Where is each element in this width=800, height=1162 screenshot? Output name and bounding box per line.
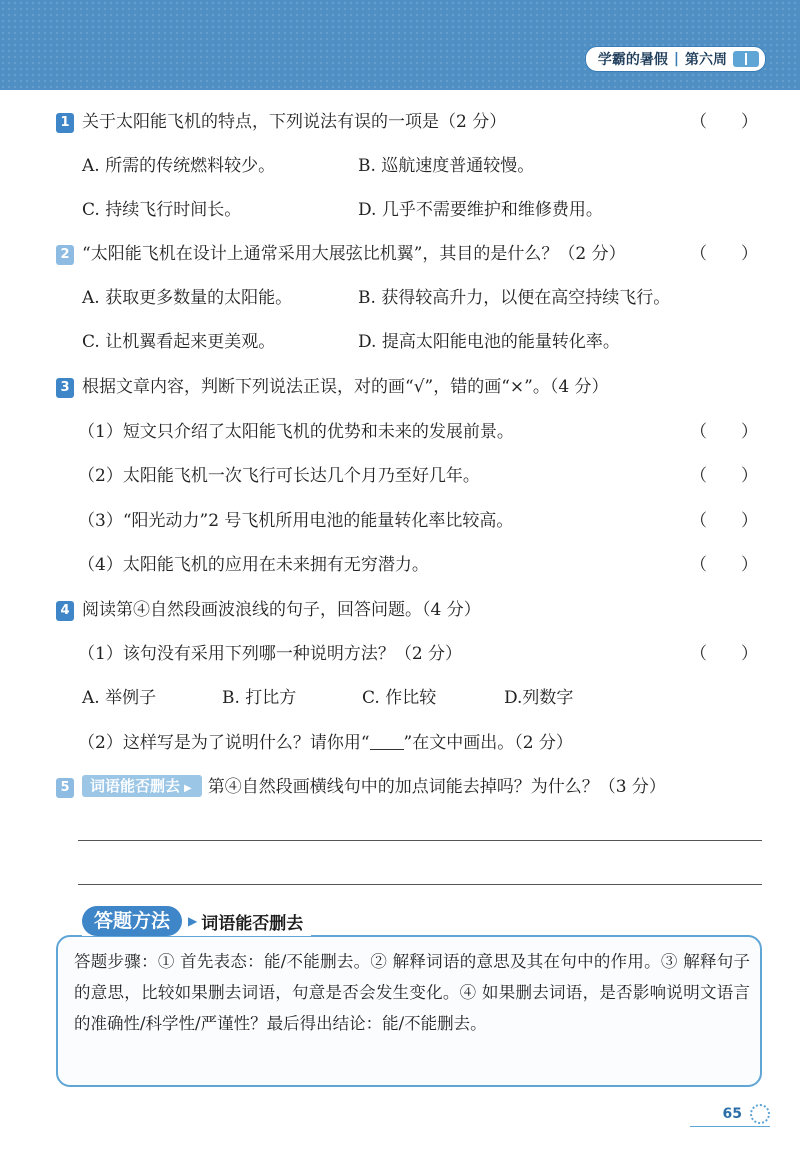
page-rule [690,1126,770,1127]
judgement-item-2: （2）太阳能飞机一次飞行可长达几个月乃至好几年。 [78,466,480,486]
option-a[interactable]: A. 所需的传统燃料较少。 [82,156,276,176]
question-4-stem: 4 阅读第④自然段画波浪线的句子，回答问题。（4 分） [56,598,481,622]
book-icon [733,51,759,67]
judgement-item-1: （1）短文只介绍了太阳能飞机的优势和未来的发展前景。 [78,422,514,442]
option-c[interactable]: C. 让机翼看起来更美观。 [82,332,276,352]
method-title [82,906,311,936]
question-number: 4 [56,601,74,621]
method-pill: 答题方法 [82,906,182,936]
method-text: 答题步骤：① 首先表态：能/不能删去。② 解释词语的意思及其在句中的作用。③ 解释句子的意思，比较如果删去词语，句意是否会发生变化。④ 如果删去词语，是否影响说明文语言的准确性/科学性/严谨性？最后得出结论：能/不能删去。 [74,952,750,1033]
question-number: 5 [56,778,74,798]
option-b[interactable]: B. 打比方 [222,688,297,708]
answer-paren[interactable]: （ ） [690,466,758,486]
method-tag: 词语能否删去 ▶ [82,775,202,797]
answer-line[interactable] [78,840,762,841]
series-title: 学霸的暑假 [597,52,668,68]
answer-paren[interactable]: （ ） [690,644,758,664]
page-number: 65 [722,1106,742,1122]
question-4-sub2: （2）这样写是为了说明什么？请你用“ ”在文中画出。（2 分） [78,733,573,753]
option-c[interactable]: C. 持续飞行时间长。 [82,200,242,220]
option-a[interactable]: A. 获取更多数量的太阳能。 [82,288,293,308]
week-label: 第六周 [685,52,727,68]
option-c[interactable]: C. 作比较 [362,688,437,708]
question-number: 3 [56,378,74,398]
question-5-stem: 5 词语能否删去 ▶ 第④自然段画横线句中的加点词能去掉吗？为什么？（3 分） [56,775,666,799]
question-1-stem: 1 关于太阳能飞机的特点，下列说法有误的一项是（2 分） [56,110,506,134]
question-2-stem: 2 “太阳能飞机在设计上通常采用大展弦比机翼”，其目的是什么？（2 分） [56,242,626,266]
method-subtitle: 词语能否删去 [201,913,304,934]
header-band [0,0,800,90]
answer-paren[interactable]: （ ） [690,511,758,531]
answer-paren[interactable]: （ ） [690,244,758,264]
question-number: 2 [56,245,74,265]
underline-blank [370,733,404,750]
arrow-right-icon: ▶ [184,783,192,794]
option-d[interactable]: D.列数字 [504,688,574,708]
option-d[interactable]: D. 提高太阳能电池的能量转化率。 [358,332,620,352]
answer-paren[interactable]: （ ） [690,112,758,132]
option-b[interactable]: B. 巡航速度普通较慢。 [358,156,535,176]
answer-paren[interactable]: （ ） [690,555,758,575]
arrow-right-icon: ▶ [188,914,198,928]
option-d[interactable]: D. 几乎不需要维护和维修费用。 [358,200,603,220]
option-b[interactable]: B. 获得较高升力，以便在高空持续飞行。 [358,288,671,308]
judgement-item-4: （4）太阳能飞机的应用在未来拥有无穷潜力。 [78,555,429,575]
question-number: 1 [56,113,74,133]
sun-icon [750,1104,770,1124]
week-tag: 学霸的暑假 | 第六周 [585,46,766,72]
answer-line[interactable] [78,884,762,885]
answer-paren[interactable]: （ ） [690,422,758,442]
question-4-sub1: （1）该句没有采用下列哪一种说明方法？（2 分） [78,644,463,664]
judgement-item-3: （3）“阳光动力”2 号飞机所用电池的能量转化率比较高。 [78,511,514,531]
question-3-stem: 3 根据文章内容，判断下列说法正误，对的画“√”，错的画“×”。（4 分） [56,375,609,399]
option-a[interactable]: A. 举例子 [82,688,157,708]
